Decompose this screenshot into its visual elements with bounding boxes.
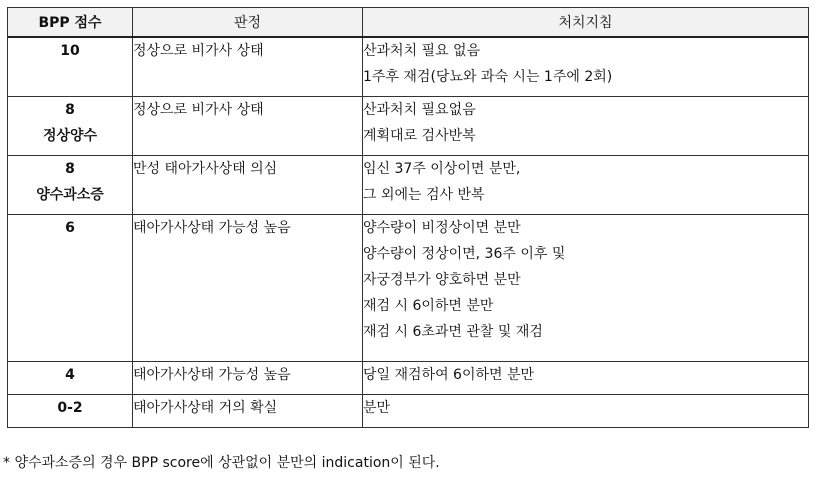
table-row — [8, 362, 809, 395]
action-line: 양수량이 정상이면, 36주 이후 및 — [363, 246, 566, 262]
header-bpp-score: BPP 점수 — [8, 8, 133, 38]
table-header-row — [8, 8, 809, 38]
score-cell — [8, 215, 133, 362]
action-line: 계획대로 검사반복 — [363, 128, 476, 144]
score-value: 0-2 — [57, 400, 83, 416]
action-line: 산과처치 필요없음 — [363, 102, 476, 118]
footnote: * 양수과소증의 경우 BPP score에 상관없이 분만의 indication이 된다. — [3, 455, 440, 471]
action-line: 자궁경부가 양호하면 분만 — [363, 272, 521, 288]
judgment-cell: 태아가사상태 가능성 높음 — [133, 362, 363, 395]
score-condition: 정상양수 — [42, 128, 98, 144]
action-cell — [363, 215, 809, 362]
table-row — [8, 37, 809, 97]
score-value: 6 — [65, 220, 75, 236]
bpp-management-table — [7, 7, 809, 428]
action-line: 양수량이 비정상이면 분만 — [363, 220, 521, 236]
judgment-cell: 태아가사상태 가능성 높음 — [133, 215, 363, 362]
judgment-cell: 만성 태아가사상태 의심 — [133, 156, 363, 215]
action-line: 재검 시 6이하면 분만 — [363, 298, 494, 314]
table-row — [8, 97, 809, 156]
action-line: 임신 37주 이상이면 분만, — [363, 161, 521, 177]
score-value: 10 — [60, 43, 80, 59]
header-action-guideline: 처치지침 — [363, 8, 809, 38]
judgment-cell: 정상으로 비가사 상태 — [133, 37, 363, 97]
judgment-cell: 정상으로 비가사 상태 — [133, 97, 363, 156]
action-cell — [363, 156, 809, 215]
score-value: 8 — [65, 161, 75, 177]
score-cell — [8, 156, 133, 215]
score-cell — [8, 395, 133, 428]
action-line: 당일 재검하여 6이하면 분만 — [363, 367, 535, 383]
judgment-cell: 태아가사상태 거의 확실 — [133, 395, 363, 428]
score-value: 8 — [65, 102, 75, 118]
score-cell — [8, 362, 133, 395]
table-row — [8, 395, 809, 428]
table-row — [8, 156, 809, 215]
action-line: 그 외에는 검사 반복 — [363, 187, 485, 203]
score-value: 4 — [65, 367, 75, 383]
action-cell — [363, 37, 809, 97]
action-line: 재검 시 6초과면 관찰 및 재검 — [363, 324, 543, 340]
action-cell — [363, 97, 809, 156]
score-cell — [8, 37, 133, 97]
action-cell — [363, 362, 809, 395]
action-cell — [363, 395, 809, 428]
score-cell — [8, 97, 133, 156]
score-condition: 양수과소증 — [36, 187, 104, 203]
table-row — [8, 215, 809, 362]
action-line: 분만 — [363, 400, 391, 416]
action-line: 1주후 재검(당뇨와 과숙 시는 1주에 2회) — [363, 69, 613, 85]
action-line: 산과처치 필요 없음 — [363, 43, 481, 59]
header-judgment: 판정 — [133, 8, 363, 38]
